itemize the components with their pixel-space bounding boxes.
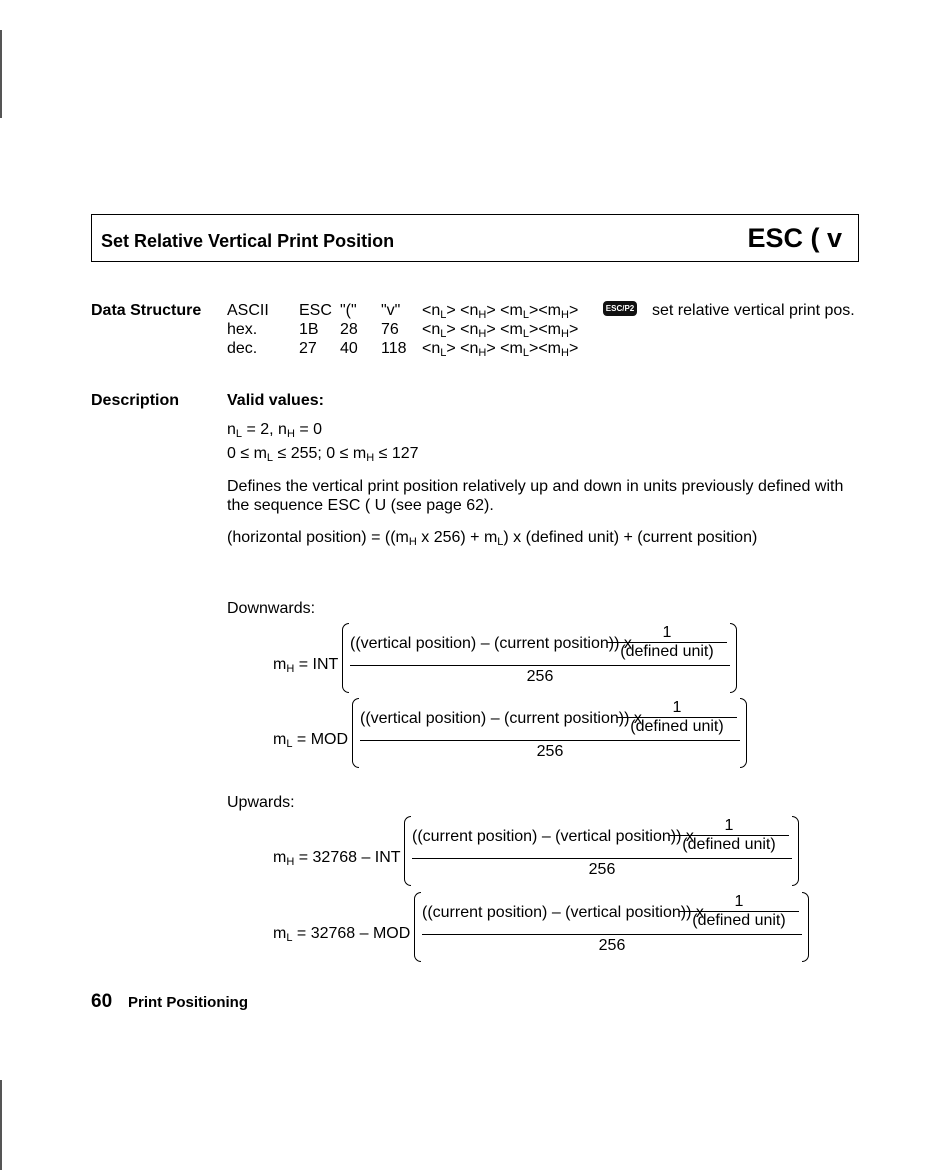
description-paragraph: Defines the vertical print position relatively up and down in units previously defined with the sequence ESC ( U (see page 62). (227, 478, 844, 514)
margin-mark-bottom (0, 1080, 2, 1170)
inner-numerator: 1 (662, 624, 672, 641)
formula-lhs (273, 731, 348, 749)
lhs-var: m (273, 849, 287, 866)
lhs-var: m (273, 731, 287, 748)
page-number: 60 (91, 991, 113, 1012)
inner-numerator: 1 (734, 893, 744, 910)
var-text: 0 ≤ m (227, 445, 267, 462)
upwards-label: Upwards: (227, 794, 295, 811)
command-code: ESC ( v (747, 223, 842, 253)
fraction-bar (422, 934, 802, 935)
param-nl: $<n_L>$ (422, 321, 456, 340)
inner-denominator: (defined unit) (692, 912, 786, 929)
left-paren (342, 623, 349, 693)
param-nl: $<n_L>$ (422, 302, 456, 321)
left-paren (404, 816, 411, 886)
ds-cell: 27 (299, 340, 317, 357)
formula-numerator: ((vertical position) – (current position)) x (350, 635, 632, 652)
inner-denominator: (defined unit) (682, 836, 776, 853)
section-title: Print Positioning (128, 994, 248, 1011)
inner-fraction (679, 893, 799, 930)
eq-text: ) x (defined unit) + (current position) (503, 529, 758, 546)
ds-params (422, 321, 578, 339)
lhs-var: m (273, 925, 287, 942)
var-text: ≤ 127 (374, 445, 419, 462)
formula-lhs (273, 849, 401, 867)
inner-numerator: 1 (672, 699, 682, 716)
right-paren (792, 816, 799, 886)
param-ml: $<m_L>$ (500, 340, 539, 359)
command-title-box (91, 214, 859, 262)
param-ml: $<m_L>$ (500, 302, 539, 321)
ds-cell: 40 (340, 340, 358, 357)
fraction-bar (350, 665, 730, 666)
valid-values-line-2 (227, 445, 419, 463)
downwards-label: Downwards: (227, 600, 316, 617)
lhs-op: = INT (294, 656, 339, 673)
ds-cell: 118 (381, 340, 407, 357)
data-structure-comment: set relative vertical print pos. (652, 302, 855, 319)
var-text: = 2, n (242, 421, 287, 438)
param-mh: $<m_H>$ (538, 340, 579, 359)
position-equation (227, 529, 757, 547)
ds-row-type: dec. (227, 340, 258, 357)
formula-numerator: ((current position) – (vertical position)) x (412, 828, 694, 845)
param-nl: $<n_L>$ (422, 340, 456, 359)
command-title: Set Relative Vertical Print Position (101, 231, 395, 251)
param-mh: $<m_H>$ (538, 302, 579, 321)
valid-values-heading: Valid values: (227, 392, 324, 409)
subscript: L (497, 536, 504, 548)
left-paren (352, 698, 359, 768)
fraction-bar (412, 858, 792, 859)
lhs-op: = 32768 – INT (294, 849, 401, 866)
var-text: = 0 (294, 421, 323, 438)
subscript: H (408, 536, 417, 548)
param-nh: $<n_H>$ (460, 321, 496, 340)
formula-denominator: 256 (598, 937, 626, 954)
ds-cell: 1B (299, 321, 319, 338)
formula-denominator: 256 (588, 861, 616, 878)
lhs-op: = 32768 – MOD (292, 925, 411, 942)
param-nh: $<n_H>$ (460, 302, 496, 321)
description-label: Description (91, 392, 180, 409)
ds-params (422, 340, 578, 358)
var-text: ≤ 255; 0 ≤ m (273, 445, 367, 462)
subscript: L (286, 738, 293, 750)
valid-values-line-1 (227, 421, 322, 439)
inner-numerator: 1 (724, 817, 734, 834)
fraction-bar (360, 740, 740, 741)
lhs-var: m (273, 656, 287, 673)
formula-lhs (273, 925, 410, 943)
formula-denominator: 256 (536, 743, 564, 760)
param-ml: $<m_L>$ (500, 321, 539, 340)
left-paren (414, 892, 421, 962)
ds-row-type: hex. (227, 321, 258, 338)
right-paren (740, 698, 747, 768)
subscript: L (286, 932, 293, 944)
subscript: H (286, 856, 295, 868)
inner-fraction (669, 817, 789, 854)
esc-p2-badge: ESC/P2 (603, 301, 637, 316)
lhs-op: = MOD (292, 731, 349, 748)
ds-params (422, 302, 578, 320)
formula-numerator: ((vertical position) – (current position)) x (360, 710, 642, 727)
margin-mark-top (0, 30, 2, 118)
formula-numerator: ((current position) – (vertical position)) x (422, 904, 704, 921)
inner-fraction (617, 699, 737, 736)
eq-text: (horizontal position) = ((m (227, 529, 409, 546)
subscript: L (235, 428, 243, 440)
var-text: n (227, 421, 236, 438)
ds-cell: "v" (381, 302, 401, 319)
data-structure-label: Data Structure (91, 302, 202, 319)
inner-denominator: (defined unit) (630, 718, 724, 735)
eq-text: x 256) + m (416, 529, 498, 546)
formula-lhs (273, 656, 338, 674)
ds-cell: ESC (299, 302, 332, 319)
subscript: H (366, 452, 375, 464)
formula-denominator: 256 (526, 668, 554, 685)
ds-row-type: ASCII (227, 302, 269, 319)
ds-cell: 76 (381, 321, 399, 338)
param-nh: $<n_H>$ (460, 340, 496, 359)
subscript: H (286, 428, 295, 440)
ds-cell: "(" (340, 302, 357, 319)
right-paren (802, 892, 809, 962)
subscript: H (286, 663, 295, 675)
param-mh: $<m_H>$ (538, 321, 579, 340)
inner-fraction (607, 624, 727, 661)
subscript: L (266, 452, 274, 464)
right-paren (730, 623, 737, 693)
inner-denominator: (defined unit) (620, 643, 714, 660)
ds-cell: 28 (340, 321, 358, 338)
